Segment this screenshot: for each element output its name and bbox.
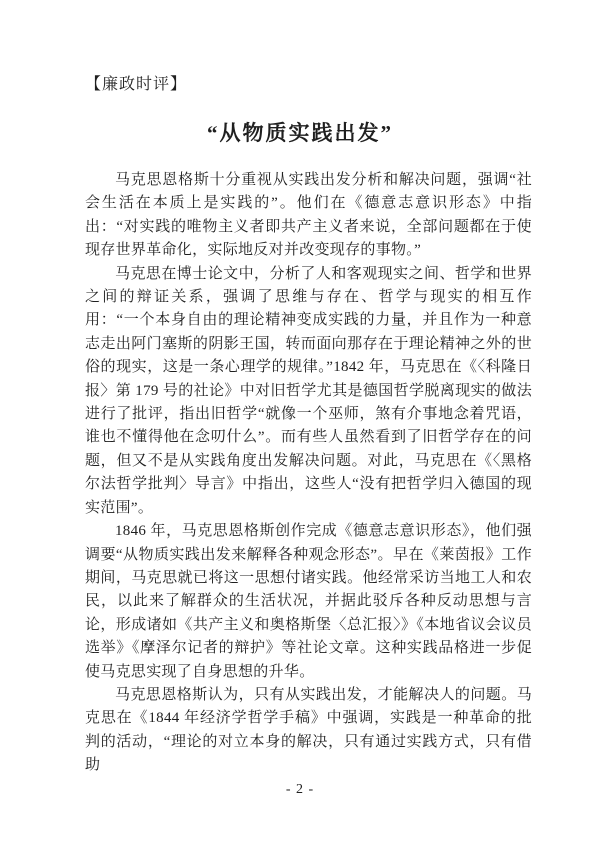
page-number: - 2 -: [285, 782, 315, 797]
paragraph-1: 马克思恩格斯十分重视从实践出发分析和解决问题，强调“社会生活在本质上是实践的”。他们在《德意志意识形态》中指出：“对实践的唯物主义者即共产主义者来说，全部问题都在于使现存世界革命化，实际地反对并改变现存的事物。”: [85, 172, 532, 259]
page-title: “从物质实践出发”: [207, 121, 393, 145]
paragraph-3: 1846 年，马克思恩格斯创作完成《德意志意识形态》，他们强调要“从物质实践出发来解释各种观念形态”。早在《莱茵报》工作期间，马克思就已将这一思想付诸实践。他经常采访当地工人和农民，以此来了解群众的生活状况，并据此驳斥各种反动思想与言论，形成诸如《共产主义和奥格斯堡〈总汇报〉》《本地省议会议员选举》《摩泽尔记者的辩护》等社论文章。这种实践品格进一步促使马克思实现了自身思想的升华。: [85, 523, 532, 680]
paragraph-2: 马克思在博士论文中，分析了人和客观现实之间、哲学和世界之间的辩证关系，强调了思维与存在、哲学与现实的相互作用：“一个本身自由的理论精神变成实践的力量，并且作为一种意志走出阿门塞斯的阴影王国，转而面向那存在于理论精神之外的世俗的现实，这是一条心理学的规律。”1842 年，马克思在《〈科隆日报〉第 179 号的社论》中对旧哲学尤其是德国哲学脱离现实的做法进行了批评，指出旧哲学“就像一个巫师，煞有介事地念着咒语，谁也不懂得他在念叨什么”。而有些人虽然看到了旧哲学存在的问题，但又不是从实践角度出发解决问题。对此，马克思在《〈黑格尔法哲学批判〉导言》中指出，这些人“没有把哲学归入德国的现实范围”。: [85, 265, 532, 516]
paragraph-4: 马克思恩格斯认为，只有从实践出发，才能解决人的问题。马克思在《1844 年经济学哲学手稿》中强调，实践是一种革命的批判的活动，“理论的对立本身的解决，只有通过实践方式，只有借助: [85, 686, 532, 774]
document-body: [85, 169, 532, 778]
category-label: 【廉政时评】: [85, 76, 188, 93]
